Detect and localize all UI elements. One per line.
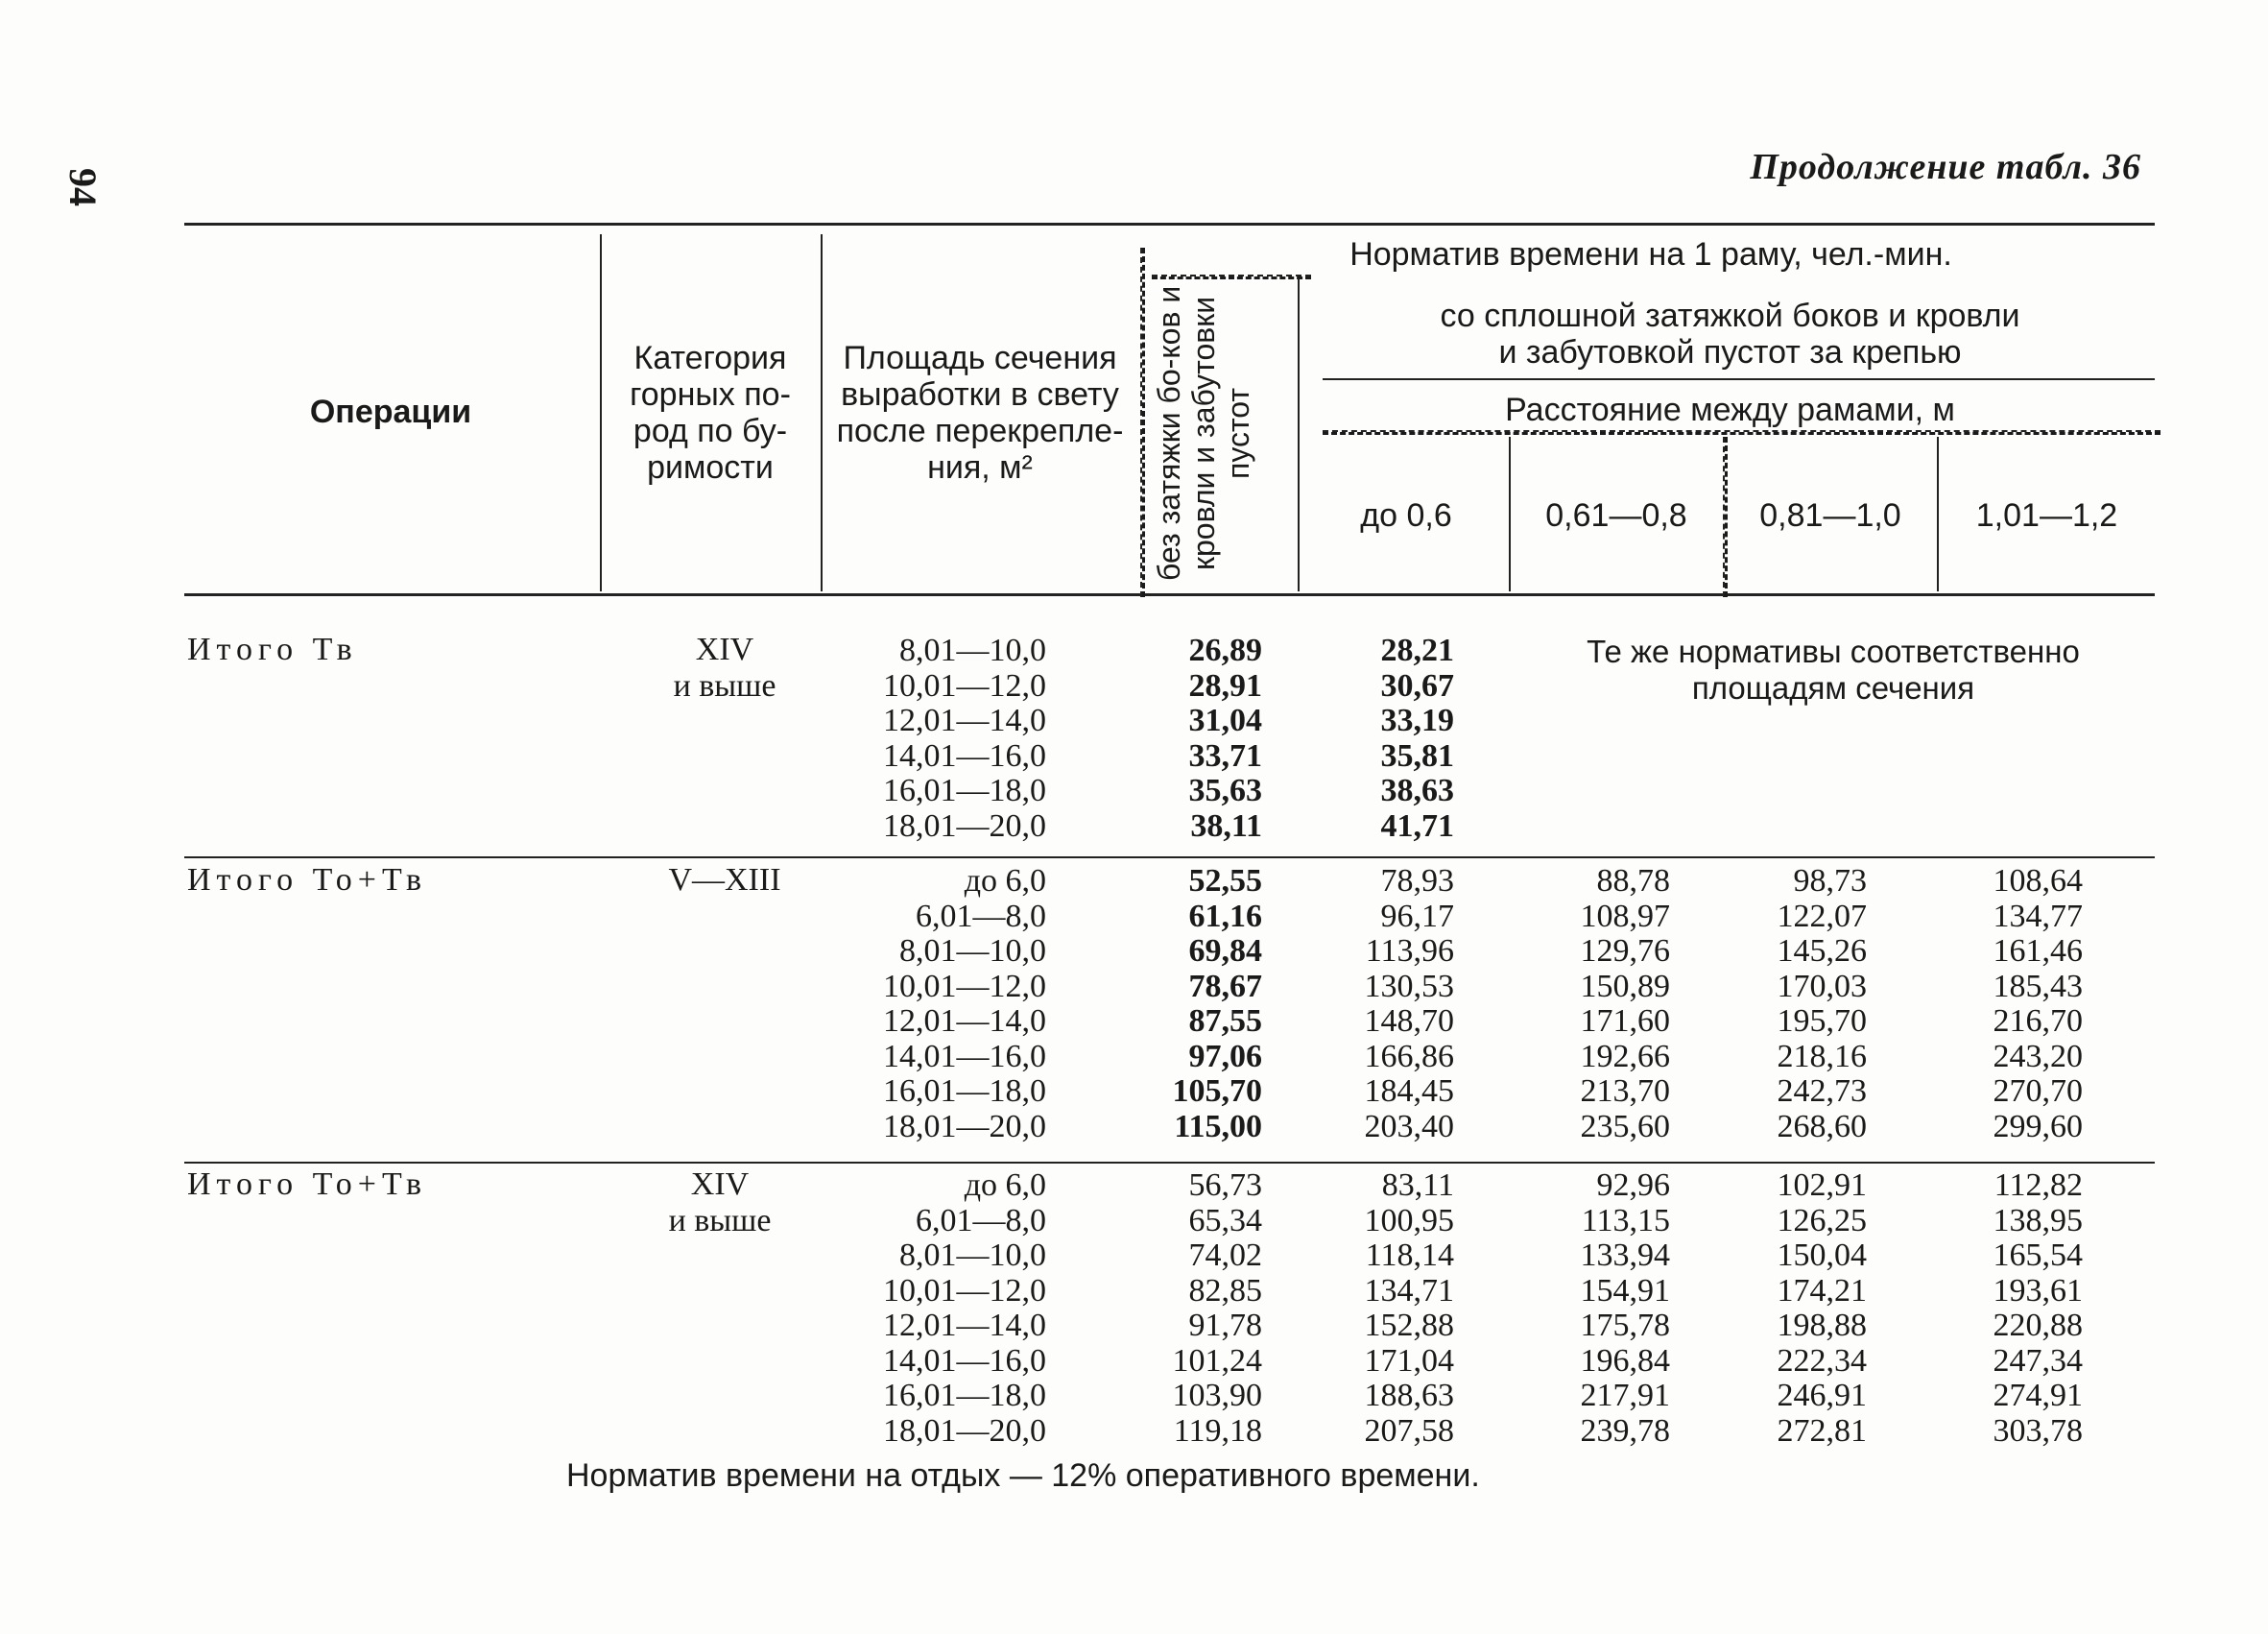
header-category: Категория горных по- род по бу- римости — [630, 340, 791, 486]
d06-column: 78,93 96,17 113,96 130,53 148,70 166,86 184,45 203,40 — [1364, 863, 1454, 1144]
category: XIV и выше — [673, 632, 776, 704]
continuation-title: Продолжение табл. 36 — [1750, 147, 2141, 187]
areas-column: до 6,0 6,01—8,0 8,01—10,0 10,01—12,0 12,01—14,0 14,01—16,0 16,01—18,0 18,01—20,0 — [883, 1167, 1046, 1449]
operation-label: Итого То+Тв — [187, 1166, 428, 1202]
without-column: 56,73 65,34 74,02 82,85 91,78 101,24 103,90 119,18 — [1172, 1167, 1262, 1449]
section-divider — [184, 856, 2155, 858]
page-number: 94 — [61, 168, 105, 206]
header-dist-col: 0,61—0,8 — [1545, 497, 1687, 534]
d06-column: 28,21 30,67 33,19 35,81 38,63 41,71 — [1380, 633, 1454, 844]
category: XIV и выше — [668, 1166, 772, 1238]
header-dist-col: 0,81—1,0 — [1759, 497, 1901, 534]
header-dist-col: 1,01—1,2 — [1975, 497, 2118, 534]
header-without: без затяжки бо-ков и кровли и забутовки пустот — [1152, 285, 1255, 581]
areas-column: до 6,0 6,01—8,0 8,01—10,0 10,01—12,0 12,01—14,0 14,01—16,0 16,01—18,0 18,01—20,0 — [883, 863, 1046, 1144]
header-operations: Операции — [309, 394, 472, 430]
header-vline — [1140, 248, 1145, 597]
d08-column: 88,78 108,97 129,76 150,89 171,60 192,66 213,70 235,60 — [1580, 863, 1670, 1144]
d12-column: 108,64 134,77 161,46 185,43 216,70 243,20 270,70 299,60 — [1993, 863, 2083, 1144]
d12-column: 112,82 138,95 165,54 193,61 220,88 247,34 274,91 303,78 — [1993, 1167, 2083, 1449]
category: V—XIII — [668, 862, 781, 898]
operation-label: Итого Тв — [187, 632, 358, 667]
header-bottom-rule — [184, 593, 2155, 596]
d08-column: 92,96 113,15 133,94 154,91 175,78 196,84 217,91 239,78 — [1580, 1167, 1670, 1449]
same-norms-note: Те же нормативы соответственно площадям сечения — [1587, 634, 2080, 706]
header-norm-title: Норматив времени на 1 раму, чел.-мин. — [1349, 236, 1952, 273]
without-column: 52,55 61,16 69,84 78,67 87,55 97,06 105,70 115,00 — [1172, 863, 1262, 1144]
section-divider — [184, 1162, 2155, 1164]
without-column: 26,89 28,91 31,04 33,71 35,63 38,11 — [1188, 633, 1262, 844]
header-distance: Расстояние между рамами, м — [1505, 392, 1955, 428]
areas-column: 8,01—10,0 10,01—12,0 12,01—14,0 14,01—16,0 16,01—18,0 18,01—20,0 — [883, 633, 1046, 844]
header-vline — [1298, 278, 1300, 591]
header-with: со сплошной затяжкой боков и кровли и забутовкой пустот за крепью — [1440, 298, 2020, 371]
table-top-rule — [184, 223, 2155, 226]
distance-rule — [1323, 430, 2161, 435]
header-dist-col: до 0,6 — [1360, 497, 1452, 534]
operation-label: Итого То+Тв — [187, 862, 428, 898]
with-rule — [1323, 378, 2155, 380]
d10-column: 98,73 122,07 145,26 170,03 195,70 218,16 242,73 268,60 — [1777, 863, 1867, 1144]
header-area: Площадь сечения выработки в свету после перекрепле- ния, м² — [836, 340, 1124, 486]
d10-column: 102,91 126,25 150,04 174,21 198,88 222,34 246,91 272,81 — [1777, 1167, 1867, 1449]
norm-rule — [1152, 275, 1311, 279]
d06-column: 83,11 100,95 118,14 134,71 152,88 171,04 188,63 207,58 — [1364, 1167, 1454, 1449]
footnote: Норматив времени на отдых — 12% оперативного времени. — [566, 1457, 1480, 1494]
